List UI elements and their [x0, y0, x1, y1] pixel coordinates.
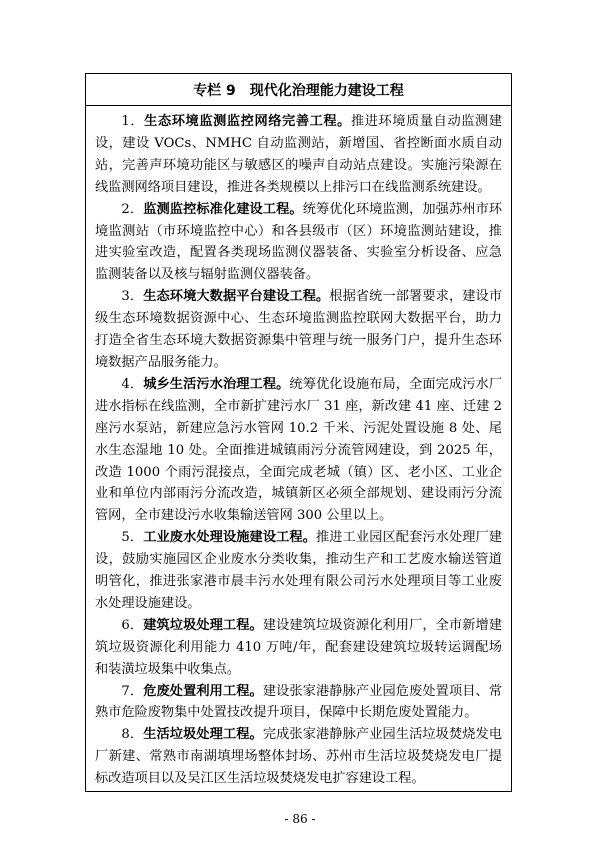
item-text: 统筹优化环境监测，加强苏州市环境监测站（市环境监控中心）和各县级市（区）环境监测站建设，推进实验室改造，配置各类现场监测仪器装备、实验室分析设备、应急监测装备以及核与辐射监测仪器装备。	[95, 201, 503, 283]
item-lead: 城乡生活污水治理工程。	[143, 376, 290, 392]
item-number: 1．	[121, 114, 145, 129]
item-number: 7．	[121, 683, 144, 699]
item-number: 5．	[121, 530, 144, 546]
item-text: 建设张家港静脉产业园危废处置项目、常熟市危险废物集中处置技改提升项目，保障中长期危废处置能力。	[95, 683, 503, 721]
item-number: 4．	[121, 376, 144, 392]
item-text: 推进环境质量自动监测建设，建设 VOCs、NMHC 自动监测站，新增国、省控断面水质自动站，完善声环境功能区与敏感区的噪声自动站点建设。实施污染源在线监测网络项目建设，推进各类规模以上排污口在线监测系统建设。	[95, 114, 503, 195]
project-item-6	[95, 615, 502, 681]
item-lead: 生态环境监测监控网络完善工程。	[144, 114, 351, 129]
item-text: 统筹优化设施布局，全面完成污水厂进水指标在线监测，全市新扩建污水厂 31 座，新改建 41 座、迁建 2 座污水泵站，新建应急污水管网 10.2 千米、污泥处置设施 8 处、尾水生态湿地 10 处。全面推进城镇雨污分流管网建设，到 2025 年，改造 1000 个雨污混接点，全面完成老城（镇）区、老小区、工业企业和单位内部雨污分流改造，城镇新区必须全部规划、建设雨污分流管网，全市建设污水收集输送管网 300 公里以上。	[95, 376, 503, 524]
box-title: 专栏 9 现代化治理能力建设工程	[86, 74, 511, 106]
project-item-4	[95, 374, 502, 527]
item-text: 根据省统一部署要求，建设市级生态环境数据资源中心、生态环境监测监控联网大数据平台，助力打造全省生态环境大数据资源集中管理与统一服务门户，提升生态环境数据产品服务能力。	[95, 289, 503, 370]
item-lead: 危废处置利用工程。	[143, 683, 263, 699]
box-content	[86, 106, 511, 792]
item-text: 完成张家港静脉产业园生活垃圾焚烧发电厂新建、常熟市南湖填埋场整体封场、苏州市生活垃圾焚烧发电厂提标改造项目以及吴江区生活垃圾焚烧发电扩容建设工程。	[95, 727, 503, 787]
item-lead: 工业废水处理设施建设工程。	[143, 530, 317, 546]
project-item-9	[95, 790, 502, 792]
project-item-3	[95, 286, 502, 374]
item-text: 推进工业园区配套污水处理厂建设，鼓励实施园区企业废水分类收集，推动生产和工艺废水输送管道明管化，推进张家港市晨丰污水处理有限公司污水处理项目等工业废水处理设施建设。	[95, 530, 503, 611]
project-item-1	[95, 111, 502, 199]
feature-box	[85, 73, 512, 792]
item-number: 8．	[121, 727, 144, 743]
item-number: 3．	[121, 289, 144, 305]
project-item-8	[95, 724, 502, 790]
item-lead: 生活垃圾处理工程。	[143, 727, 263, 743]
project-item-5	[95, 527, 502, 615]
project-item-7	[95, 681, 502, 725]
item-number: 2．	[121, 201, 144, 217]
item-text: 建设建筑垃圾资源化利用厂，全市新增建筑垃圾资源化利用能力 410 万吨/年，配套建设建筑垃圾转运调配场和装潢垃圾集中收集点。	[95, 617, 503, 677]
page-number: - 86 -	[284, 812, 316, 826]
project-item-2	[95, 199, 502, 287]
item-lead: 建筑垃圾处理工程。	[143, 617, 263, 633]
item-lead: 生态环境大数据平台建设工程。	[143, 289, 330, 305]
item-lead: 监测监控标准化建设工程。	[143, 201, 303, 217]
item-number: 6．	[121, 617, 144, 633]
